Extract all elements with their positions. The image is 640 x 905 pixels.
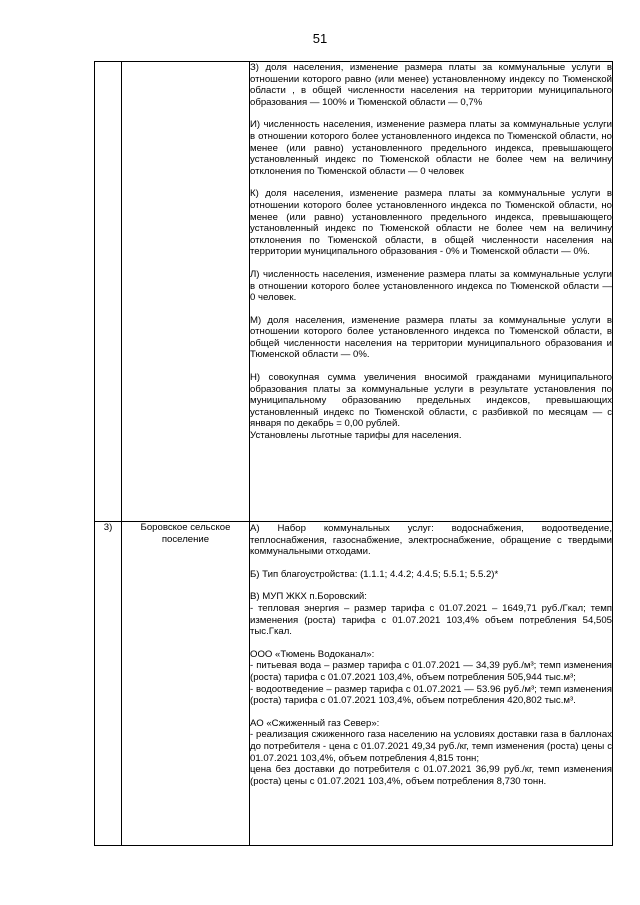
gas-no-delivery-price: цена без доставки до потребителя с 01.07.2021 36,99 руб./кг, темп изменения (роста) цены с 01.07.2021 103,4%, объем потребления 8,730 тонн. [250, 764, 612, 787]
water-tariff: - питьевая вода – размер тарифа с 01.07.2021 — 34,39 руб./м³; темп изменения (роста) тарифа с 01.07.2021 103,4%, объем потребления 505,944 тыс.м³; [250, 660, 612, 683]
gas-delivery-price: - реализация сжиженного газа населению на условиях доставки газа в баллонах до потребителя - цена с 01.07.2021 49,34 руб./кг, темп изменения (роста) цены с 01.07.2021 103,4%, объем потребления 4,815 тонн; [250, 729, 612, 764]
paragraph-n: Н) совокупная сумма увеличения вносимой гражданами муниципального образования платы за коммунальные услуги в результате установления по муниципальному образованию предельных индексов, превышающих установленный индекс по Тюменской области, с разбивкой по месяцам — с января по декабрь = 0,00 рублей. [250, 372, 612, 430]
paragraph-l: Л) численность населения, изменение размера платы за коммунальные услуги в отношении которого более установленного индекса по Тюменской области — 0 человек. [250, 268, 612, 304]
section-v-title: В) МУП ЖКХ п.Боровский: [250, 591, 367, 603]
sewer-tariff: - водоотведение – размер тарифа с 01.07.2021 — 53.96 руб./м³; темп изменения (роста) тарифа с 01.07.2021 103,4%, объем потребления 420,802 тыс.м³. [250, 683, 612, 707]
section-a: А) Набор коммунальных услуг: водоснабжения, водоотведение, теплоснабжения, газоснабжение, электроснабжение, обращение с твердыми коммунальными отходами. [250, 523, 612, 558]
table-row [95, 522, 613, 846]
settlement-name: Боровское сельское поселение [122, 522, 250, 846]
content-cell [250, 62, 613, 522]
number-cell [95, 62, 122, 522]
tariff-table [94, 61, 613, 846]
paragraph-m: М) доля населения, изменение размера платы за коммунальные услуги в отношении которого более установленного индекса по Тюменской области, в общей численности населения на территории муниципального образования и Тюменской области — 0%. [250, 314, 612, 361]
row-number: 3) [95, 522, 122, 846]
section-b: Б) Тип благоустройства: (1.1.1; 4.4.2; 4.4.5; 5.5.1; 5.5.2)* [250, 568, 499, 580]
paragraph-z: З) доля населения, изменение размера платы за коммунальные услуги в отношении которого равно (или менее) установленному индексу по Тюменской области , в общей численности населения на территории муниципального образования — 100% и Тюменской области — 0,7% [250, 62, 612, 108]
page-number: 51 [312, 31, 328, 46]
gas-title: АО «Сжиженный газ Север»: [250, 717, 380, 729]
content-cell [250, 522, 613, 846]
benefits-note: Установлены льготные тарифы для населения. [250, 430, 462, 442]
paragraph-i: И) численность населения, изменение размера платы за коммунальные услуги в отношении которого более установленного индекса по Тюменской области, но менее (или равно) установленного предельного индекса, превышающего установленный индекс по Тюменской области не более чем на величину отклонения по Тюменской области — 0 человек [250, 119, 612, 177]
heat-tariff: - тепловая энергия – размер тарифа с 01.07.2021 – 1649,71 руб./Гкал; темп изменения (роста) тарифа с 01.07.2021 103,4% объем потребления 54,505 тыс.Гкал. [250, 602, 612, 638]
paragraph-k: К) доля населения, изменение размера платы за коммунальные услуги в отношении которого более установленного индекса по Тюменской области, но менее (или равно) установленного предельного индекса, превышающего установленный индекс по Тюменской области не более чем на величину отклонения по Тюменской области, в общей численности населения на территории муниципального образования - 0% и Тюменской области — 0%. [250, 188, 612, 258]
table-row [95, 62, 613, 522]
name-cell [122, 62, 250, 522]
vodokanal-title: ООО «Тюмень Водоканал»: [250, 648, 375, 660]
